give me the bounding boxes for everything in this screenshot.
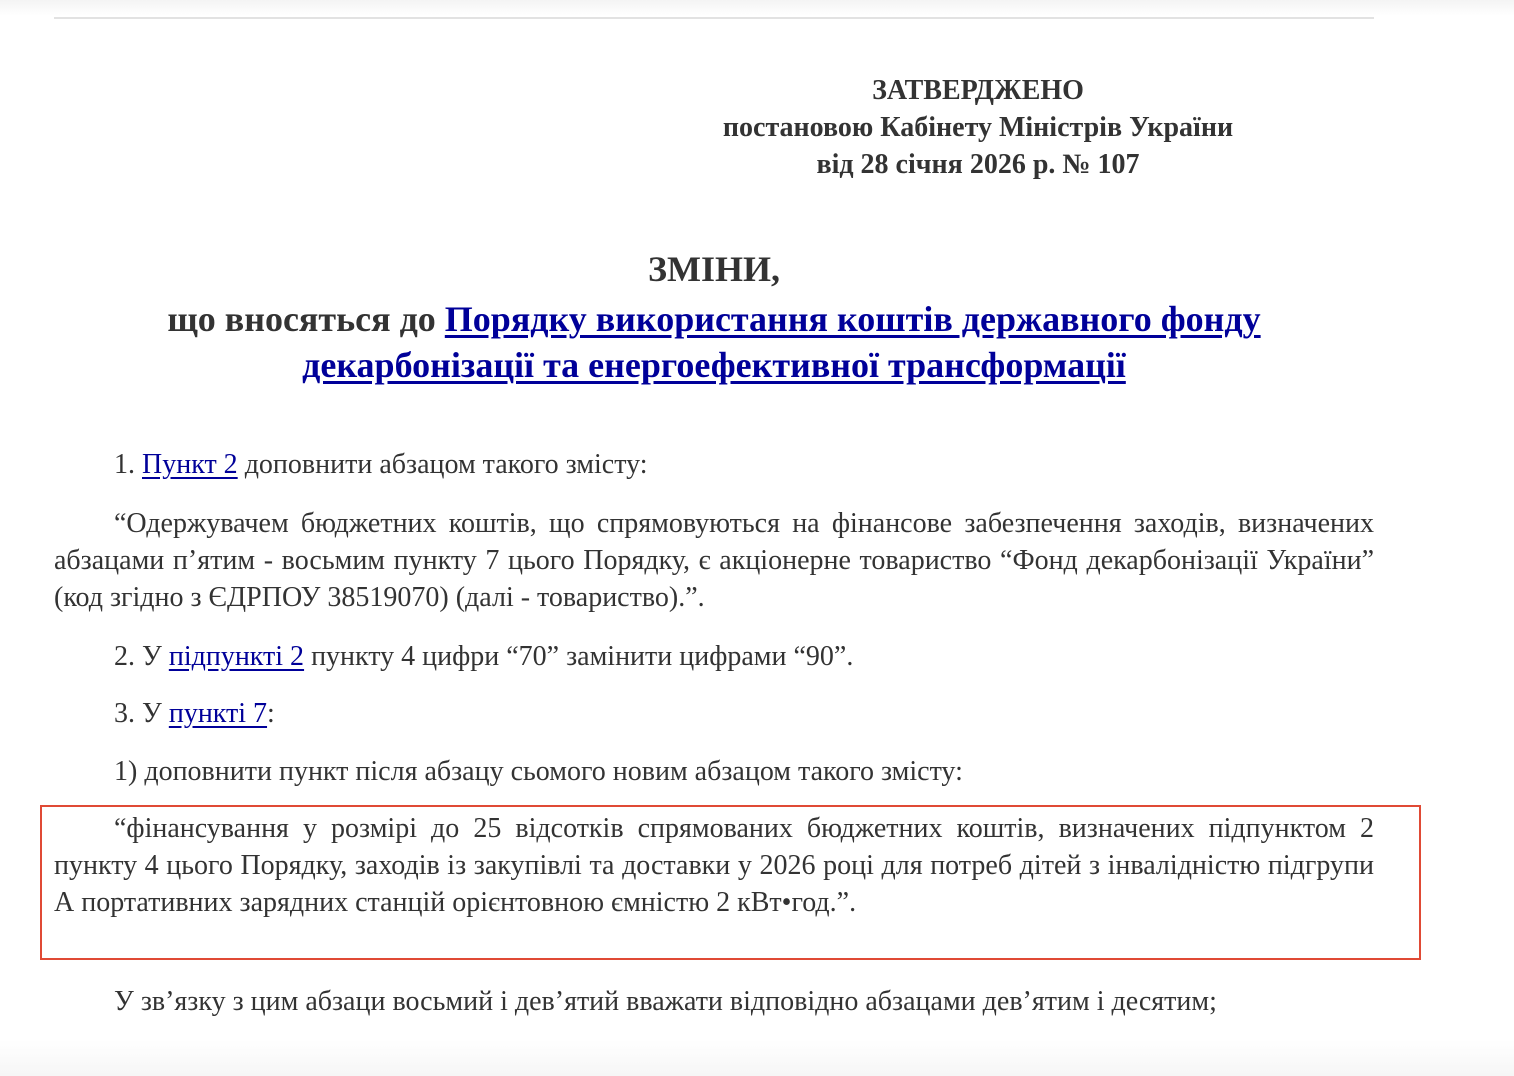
procedure-link[interactable]: Порядку використання коштів державного фонду декарбонізації та енергоефективної трансформації	[302, 299, 1261, 385]
subpoint-2-link[interactable]: підпункті 2	[168, 641, 305, 672]
paragraph-4: 3. У пункті 7:	[114, 698, 275, 729]
paragraph-1: 1. Пункт 2 доповнити абзацом такого змісту:	[114, 449, 648, 480]
paragraph-3: 2. У підпункті 2 пункту 4 цифри “70” замінити цифрами “90”.	[114, 641, 854, 672]
document-title	[54, 246, 1374, 388]
paragraph-5: 1) доповнити пункт після абзацу сьомого новим абзацом такого змісту:	[114, 756, 963, 787]
paragraph-7: У зв’язку з цим абзаци восьмий і дев’ятий вважати відповідно абзацами дев’ятим і десятим;	[114, 986, 1217, 1017]
date-number-line: від 28 січня 2026 р. № 107	[816, 149, 1140, 180]
resolution-line: постановою Кабінету Міністрів України	[722, 112, 1234, 143]
paragraph-6-highlighted: “фінансування у розмірі до 25 відсотків спрямованих бюджетних коштів, визначених підпунктом 2 пункту 4 цього Порядку, заходів із закупівлі та доставки у 2026 році для потреб дітей з інвалідністю підгрупи А портативних зарядних станцій орієнтовною ємністю 2 кВт•год.”.	[54, 813, 1374, 918]
approval-stamp	[680, 72, 1276, 183]
paragraph-2: “Одержувачем бюджетних коштів, що спрямовуються на фінансове забезпечення заходів, визначених абзацами п’ятим - восьмим пункту 7 цього Порядку, є акціонерне товариство “Фонд декарбонізації України” (код згідно з ЄДРПОУ 38519070) (далі - товариство).”.	[54, 508, 1374, 613]
title-prefix: що вносяться до	[167, 299, 445, 339]
title-heading: ЗМІНИ,	[648, 249, 780, 289]
point-2-link[interactable]: Пункт 2	[142, 449, 238, 480]
approved-label: ЗАТВЕРДЖЕНО	[872, 75, 1084, 106]
title-subheading	[54, 296, 1374, 388]
top-divider	[54, 17, 1374, 19]
point-7-link[interactable]: пункті 7	[168, 698, 268, 729]
